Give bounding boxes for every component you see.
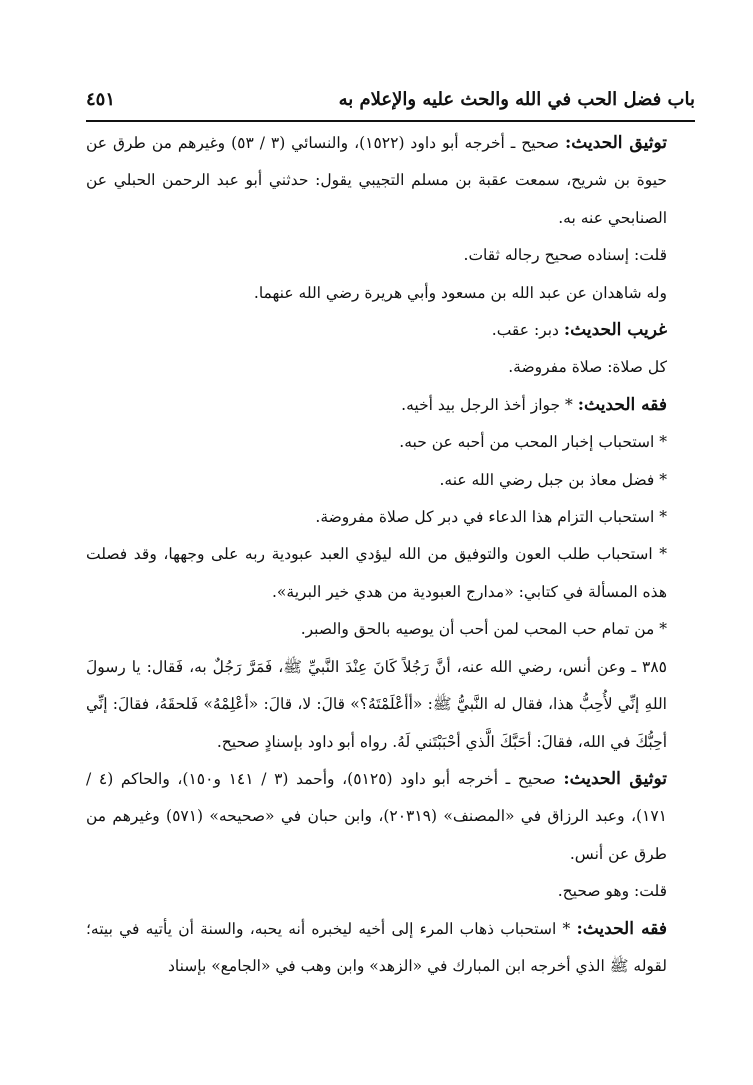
hadith-text: ٣٨٥ ـ وعن أنس، رضي الله عنه، أنَّ رَجُلاً كَانَ عِنْدَ النَّبيِّ ﷺ، فَمَرَّ رَجُلٌ به، فَقال: يا رسولَ اللهِ إنِّي لأُحِبُّ هذا، فقال له النَّبيُّ ﷺ: «أأعْلَمْتَهُ؟» قالَ: لا، قالَ: «أعْلِمْهُ» فَلحقَهُ، فقالَ: إنِّي أحِبُّكَ في الله، فقالَ: أحَبَّكَ الَّذي أحْبَبْتَني لَهُ. رواه أبو داود بإسنادٍ صحيح. bbox=[86, 657, 667, 751]
paragraph-text: صحيح ـ أخرجه أبو داود (١٥٢٢)، والنسائي (٣ / ٥٣) وغيرهم من طرق عن حيوة بن شريح، سمعت عقبة بن مسلم التجيبي يقول: حدثني أبو عبد الرحمن الحبلي عن الصنابحي عنه به. bbox=[86, 134, 667, 227]
paragraph-text: قلت: وهو صحيح. bbox=[557, 882, 667, 901]
paragraph-text: قلت: إسناده صحيح رجاله ثقات. bbox=[463, 246, 667, 265]
paragraph-text: * من تمام حب المحب لمن أحب أن يوصيه بالحق والصبر. bbox=[300, 620, 667, 639]
paragraph-text: وله شاهدان عن عبد الله بن مسعود وأبي هريرة رضي الله عنهما. bbox=[253, 283, 667, 302]
page-number: ٤٥١ bbox=[86, 88, 116, 110]
paragraph-note-2 bbox=[86, 873, 695, 910]
paragraph-hadith-385 bbox=[86, 649, 695, 761]
page-header bbox=[86, 82, 695, 116]
paragraph-fiqh-1 bbox=[86, 387, 695, 424]
paragraph-definition bbox=[86, 349, 695, 386]
chapter-title: باب فضل الحب في الله والحث عليه والإعلام به bbox=[338, 88, 695, 110]
paragraph-fiqh-point-4 bbox=[86, 499, 695, 536]
header-divider bbox=[86, 120, 695, 122]
paragraph-note-1 bbox=[86, 237, 695, 274]
paragraph-text: * استحباب ذهاب المرء إلى أخيه ليخبره أنه يحبه، والسنة أن يأتيه في بيته؛ لقوله ﷺ الذي أخرجه ابن المبارك في «الزهد» وابن وهب في «الجامع» بإسناد bbox=[86, 919, 667, 975]
paragraph-text: * استحباب التزام هذا الدعاء في دبر كل صلاة مفروضة. bbox=[315, 508, 667, 527]
paragraph-text: * جواز أخذ الرجل بيد أخيه. bbox=[401, 395, 578, 414]
paragraph-text: * استحباب طلب العون والتوفيق من الله ليؤدي العبد عبودية ربه على وجهها، وقد فصلت هذه المسألة في كتابي: «مدارج العبودية من هدي خير البرية». bbox=[86, 545, 667, 601]
paragraph-fiqh-point-3 bbox=[86, 462, 695, 499]
paragraph-fiqh-point-2 bbox=[86, 424, 695, 461]
paragraph-fiqh-point-5 bbox=[86, 536, 695, 611]
paragraph-text: دبر: عقب. bbox=[491, 321, 564, 340]
section-label: فقه الحديث: bbox=[576, 918, 668, 939]
paragraph-gharib bbox=[86, 312, 695, 349]
paragraph-text: * فضل معاذ بن جبل رضي الله عنه. bbox=[439, 470, 667, 489]
paragraph-text: صحيح ـ أخرجه أبو داود (٥١٢٥)، وأحمد (٣ / ١٤١ و١٥٠)، والحاكم (٤ / ١٧١)، وعبد الرزاق في «المصنف» (٢٠٣١٩)، وابن حبان في «صحيحه» (٥٧١) وغيرهم من طرق عن أنس. bbox=[86, 769, 667, 863]
paragraph-fiqh-2 bbox=[86, 911, 695, 986]
paragraph-fiqh-point-6 bbox=[86, 611, 695, 648]
paragraph-witnesses bbox=[86, 275, 695, 312]
paragraph-takhrij-2 bbox=[86, 761, 695, 873]
section-label: توثيق الحديث: bbox=[565, 133, 667, 153]
section-label: توثيق الحديث: bbox=[563, 768, 667, 789]
paragraph-takhrij-1 bbox=[86, 125, 695, 237]
page-body bbox=[86, 125, 695, 985]
paragraph-text: كل صلاة: صلاة مفروضة. bbox=[508, 358, 667, 377]
paragraph-text: * استحباب إخبار المحب من أحبه عن حبه. bbox=[399, 433, 667, 452]
section-label: غريب الحديث: bbox=[563, 320, 667, 341]
section-label: فقه الحديث: bbox=[577, 394, 667, 415]
